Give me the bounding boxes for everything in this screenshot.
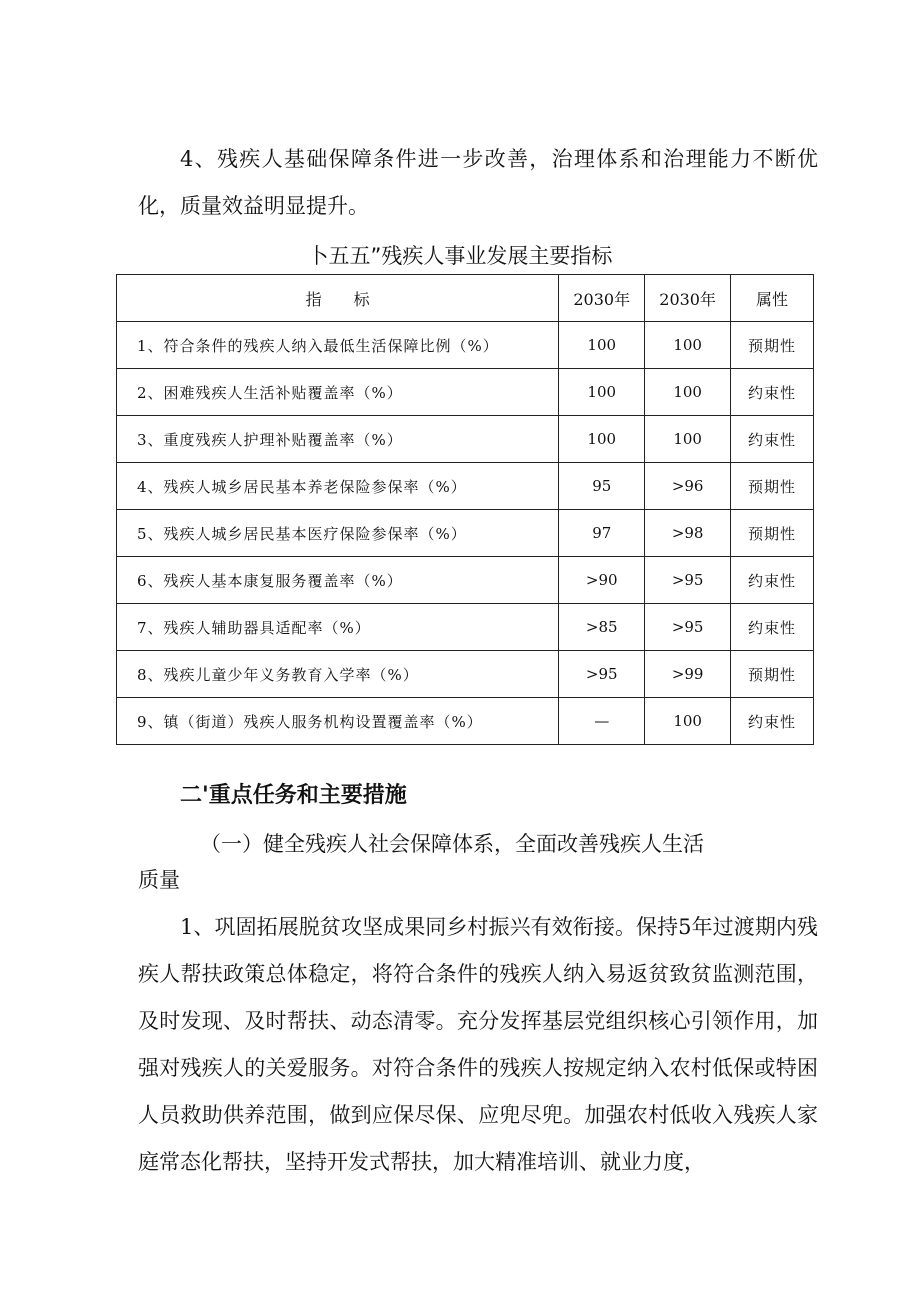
table-row: [117, 698, 814, 745]
header-attribute: 属性: [731, 275, 814, 322]
value-year-2: >98: [645, 510, 731, 557]
table-row: [117, 604, 814, 651]
table-row: [117, 463, 814, 510]
value-year-2: >96: [645, 463, 731, 510]
table-row: [117, 557, 814, 604]
section-heading: 二'重点任务和主要措施: [180, 783, 407, 808]
table-row: [117, 416, 814, 463]
indicator-name: 6、残疾人基本康复服务覆盖率（%）: [117, 557, 559, 604]
table-row: [117, 369, 814, 416]
indicator-name: 4、残疾人城乡居民基本养老保险参保率（%）: [117, 463, 559, 510]
subheading-line-2: 质量: [138, 868, 180, 892]
table-header-row: [117, 275, 814, 322]
indicator-name: 7、残疾人辅助器具适配率（%）: [117, 604, 559, 651]
value-year-1: >95: [559, 651, 645, 698]
value-year-2: >95: [645, 604, 731, 651]
table-row: [117, 322, 814, 369]
value-year-1: 100: [559, 416, 645, 463]
attribute: 约束性: [731, 369, 814, 416]
section-paragraph: 1、巩固拓展脱贫攻坚成果同乡村振兴有效衔接。保持5年过渡期内残疾人帮扶政策总体稳定，将符合条件的残疾人纳入易返贫致贫监测范围，及时发现、及时帮扶、动态清零。充分发挥基层党组织核心引领作用，加强对残疾人的关爱服务。对符合条件的残疾人按规定纳入农村低保或特困人员救助供养范围，做到应保尽保、应兜尽兜。加强农村低收入残疾人家庭常态化帮扶，坚持开发式帮扶，加大精准培训、就业力度，: [138, 915, 818, 1174]
attribute: 约束性: [731, 604, 814, 651]
attribute: 预期性: [731, 651, 814, 698]
value-year-1: —: [559, 698, 645, 745]
value-year-2: 100: [645, 369, 731, 416]
attribute: 预期性: [731, 510, 814, 557]
value-year-2: >99: [645, 651, 731, 698]
table-title: 卜五五”残疾人事业发展主要指标: [307, 244, 613, 268]
indicator-table: [116, 274, 814, 745]
indicator-name: 3、重度残疾人护理补贴覆盖率（%）: [117, 416, 559, 463]
attribute: 预期性: [731, 322, 814, 369]
value-year-1: 95: [559, 463, 645, 510]
table-row: [117, 510, 814, 557]
attribute: 约束性: [731, 698, 814, 745]
value-year-1: >90: [559, 557, 645, 604]
indicator-name: 8、残疾儿童少年义务教育入学率（%）: [117, 651, 559, 698]
value-year-1: 100: [559, 322, 645, 369]
attribute: 约束性: [731, 416, 814, 463]
header-year-1: 2030年: [559, 275, 645, 322]
header-year-2: 2030年: [645, 275, 731, 322]
attribute: 约束性: [731, 557, 814, 604]
indicator-name: 5、残疾人城乡居民基本医疗保险参保率（%）: [117, 510, 559, 557]
attribute: 预期性: [731, 463, 814, 510]
indicator-name: 2、困难残疾人生活补贴覆盖率（%）: [117, 369, 559, 416]
indicator-name: 9、镇（街道）残疾人服务机构设置覆盖率（%）: [117, 698, 559, 745]
header-indicator: 指 标: [117, 275, 559, 322]
value-year-2: 100: [645, 416, 731, 463]
subheading-line-1: （一）健全残疾人社会保障体系，全面改善残疾人生活: [200, 832, 704, 856]
value-year-1: >85: [559, 604, 645, 651]
value-year-1: 97: [559, 510, 645, 557]
value-year-2: >95: [645, 557, 731, 604]
table-row: [117, 651, 814, 698]
section-subheading: [138, 826, 818, 898]
value-year-2: 100: [645, 698, 731, 745]
indicator-name: 1、符合条件的残疾人纳入最低生活保障比例（%）: [117, 322, 559, 369]
value-year-1: 100: [559, 369, 645, 416]
intro-paragraph: 4、残疾人基础保障条件进一步改善，治理体系和治理能力不断优化，质量效益明显提升。: [138, 147, 818, 218]
value-year-2: 100: [645, 322, 731, 369]
